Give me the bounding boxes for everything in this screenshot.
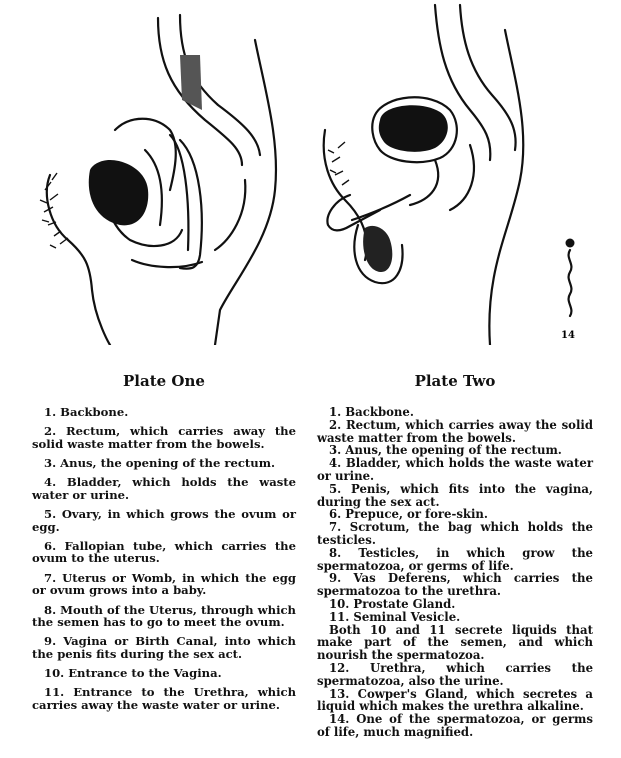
plate-two-column	[317, 372, 593, 739]
legend-item-number: 13.	[329, 686, 350, 701]
legend-item-text: Urethra, which carries the spermatozoa, also the urine.	[317, 660, 594, 688]
legend-item-text: One of the spermatozoa, or germs of life, much magnified.	[317, 712, 593, 739]
legend-item-number: 9.	[329, 571, 342, 586]
plate-one-title: Plate One	[123, 372, 205, 390]
legend-item-number: 10.	[44, 666, 65, 681]
legend-item-text: Backbone.	[60, 405, 129, 419]
legend-item-text: Backbone.	[345, 405, 414, 419]
legend-item	[32, 508, 296, 533]
legend-item-number: 1.	[44, 405, 57, 419]
legend-item-text: Both 10 and 11 secrete liquids that make part of the semen, and which nourish the spermatozoa.	[317, 622, 593, 663]
legend-item	[317, 483, 593, 509]
legend-item-number: 6.	[329, 507, 342, 522]
legend-item-text: Testicles, in which grow the spermatozoa, or germs of life.	[317, 545, 593, 573]
legend-item-number: 8.	[329, 545, 342, 560]
legend-item	[32, 425, 296, 450]
legend-item	[32, 604, 296, 629]
legend-item-number: 11.	[329, 609, 350, 624]
legend-item	[32, 540, 296, 565]
legend-item-text: Uterus or Womb, in which the egg or ovum grows into a baby.	[32, 570, 296, 598]
legend-item	[32, 572, 296, 597]
legend-item-text: Entrance to the Urethra, which carries away the waste water or urine.	[32, 685, 296, 712]
plate-two-illustration	[320, 0, 600, 345]
legend-item-text: Vas Deferens, which carries the spermatozoa to the urethra.	[317, 571, 593, 599]
legend-item	[317, 624, 593, 662]
legend-item	[32, 686, 296, 711]
legend-item-number: 10.	[329, 596, 350, 611]
legend-item-number: 9.	[44, 634, 57, 649]
legend-item	[32, 476, 296, 501]
legend-item-number: 7.	[329, 520, 342, 535]
legend-item-text: Prepuce, or fore-skin.	[345, 507, 488, 522]
legend-item-text: Anus, the opening of the rectum.	[345, 443, 562, 458]
legend-item-number: 1.	[329, 405, 342, 419]
plate-two-legend	[317, 406, 593, 739]
legend-item-text: Rectum, which carries away the solid waste matter from the bowels.	[317, 417, 593, 445]
legend-item-number: 8.	[44, 602, 57, 617]
legend-item-text: Fallopian tube, which carries the ovum to the uterus.	[32, 538, 296, 566]
legend-item	[317, 713, 593, 739]
legend-item-text: Entrance to the Vagina.	[68, 666, 222, 681]
legend-item	[32, 457, 296, 470]
legend-item-text: Prostate Gland.	[353, 596, 456, 611]
legend-item-text: Cowper's Gland, which secretes a liquid which makes the urethra alkaline.	[317, 686, 593, 714]
legend-item	[32, 667, 296, 680]
plate-one-illustration	[30, 0, 310, 345]
legend-item	[317, 662, 593, 688]
legend-item-number: 6.	[44, 538, 57, 553]
legend-item-number: 12.	[329, 660, 350, 675]
legend-item	[32, 406, 296, 419]
legend-item	[317, 572, 593, 598]
legend-item-number: 5.	[44, 507, 57, 522]
legend-item	[317, 457, 593, 483]
legend-item-number: 3.	[329, 443, 342, 458]
figure-label-14: 14	[561, 330, 575, 341]
legend-item	[32, 635, 296, 660]
legend-item-text: Ovary, in which grows the ovum or egg.	[32, 507, 296, 534]
legend-item-number: 4.	[44, 475, 57, 490]
legend-item-text: Vagina or Birth Canal, into which the penis fits during the sex act.	[32, 634, 296, 661]
legend-item-text: Scrotum, the bag which holds the testicles.	[317, 520, 593, 547]
legend-item-text: Penis, which fits into the vagina, during the sex act.	[317, 481, 593, 509]
legend-item-text: Seminal Vesicle.	[353, 609, 461, 624]
legend-item	[317, 547, 593, 573]
legend-item-number: 2.	[329, 417, 342, 432]
legend-item	[317, 521, 593, 547]
legend-item-text: Bladder, which holds the waste water or urine.	[317, 456, 593, 483]
legend-item-number: 2.	[44, 424, 57, 439]
plate-two-title: Plate Two	[414, 372, 496, 390]
legend-item-text: Rectum, which carries away the solid waste matter from the bowels.	[32, 424, 296, 451]
legend-item	[317, 688, 593, 714]
legend-item-number: 7.	[44, 570, 57, 585]
legend-item-text: Mouth of the Uterus, through which the semen has to go to meet the ovum.	[32, 602, 296, 630]
legend-item-number: 14.	[329, 712, 350, 727]
legend-item-number: 3.	[44, 456, 57, 471]
legend-item-number: 11.	[44, 685, 65, 700]
legend-item-number: 4.	[329, 456, 342, 471]
legend-item-number: 5.	[329, 481, 342, 496]
plate-one-legend	[32, 406, 296, 711]
legend-item-text: Bladder, which holds the waste water or urine.	[32, 475, 296, 502]
legend-item-text: Anus, the opening of the rectum.	[60, 456, 276, 471]
plate-one-column	[32, 372, 296, 718]
legend-item	[317, 419, 593, 445]
